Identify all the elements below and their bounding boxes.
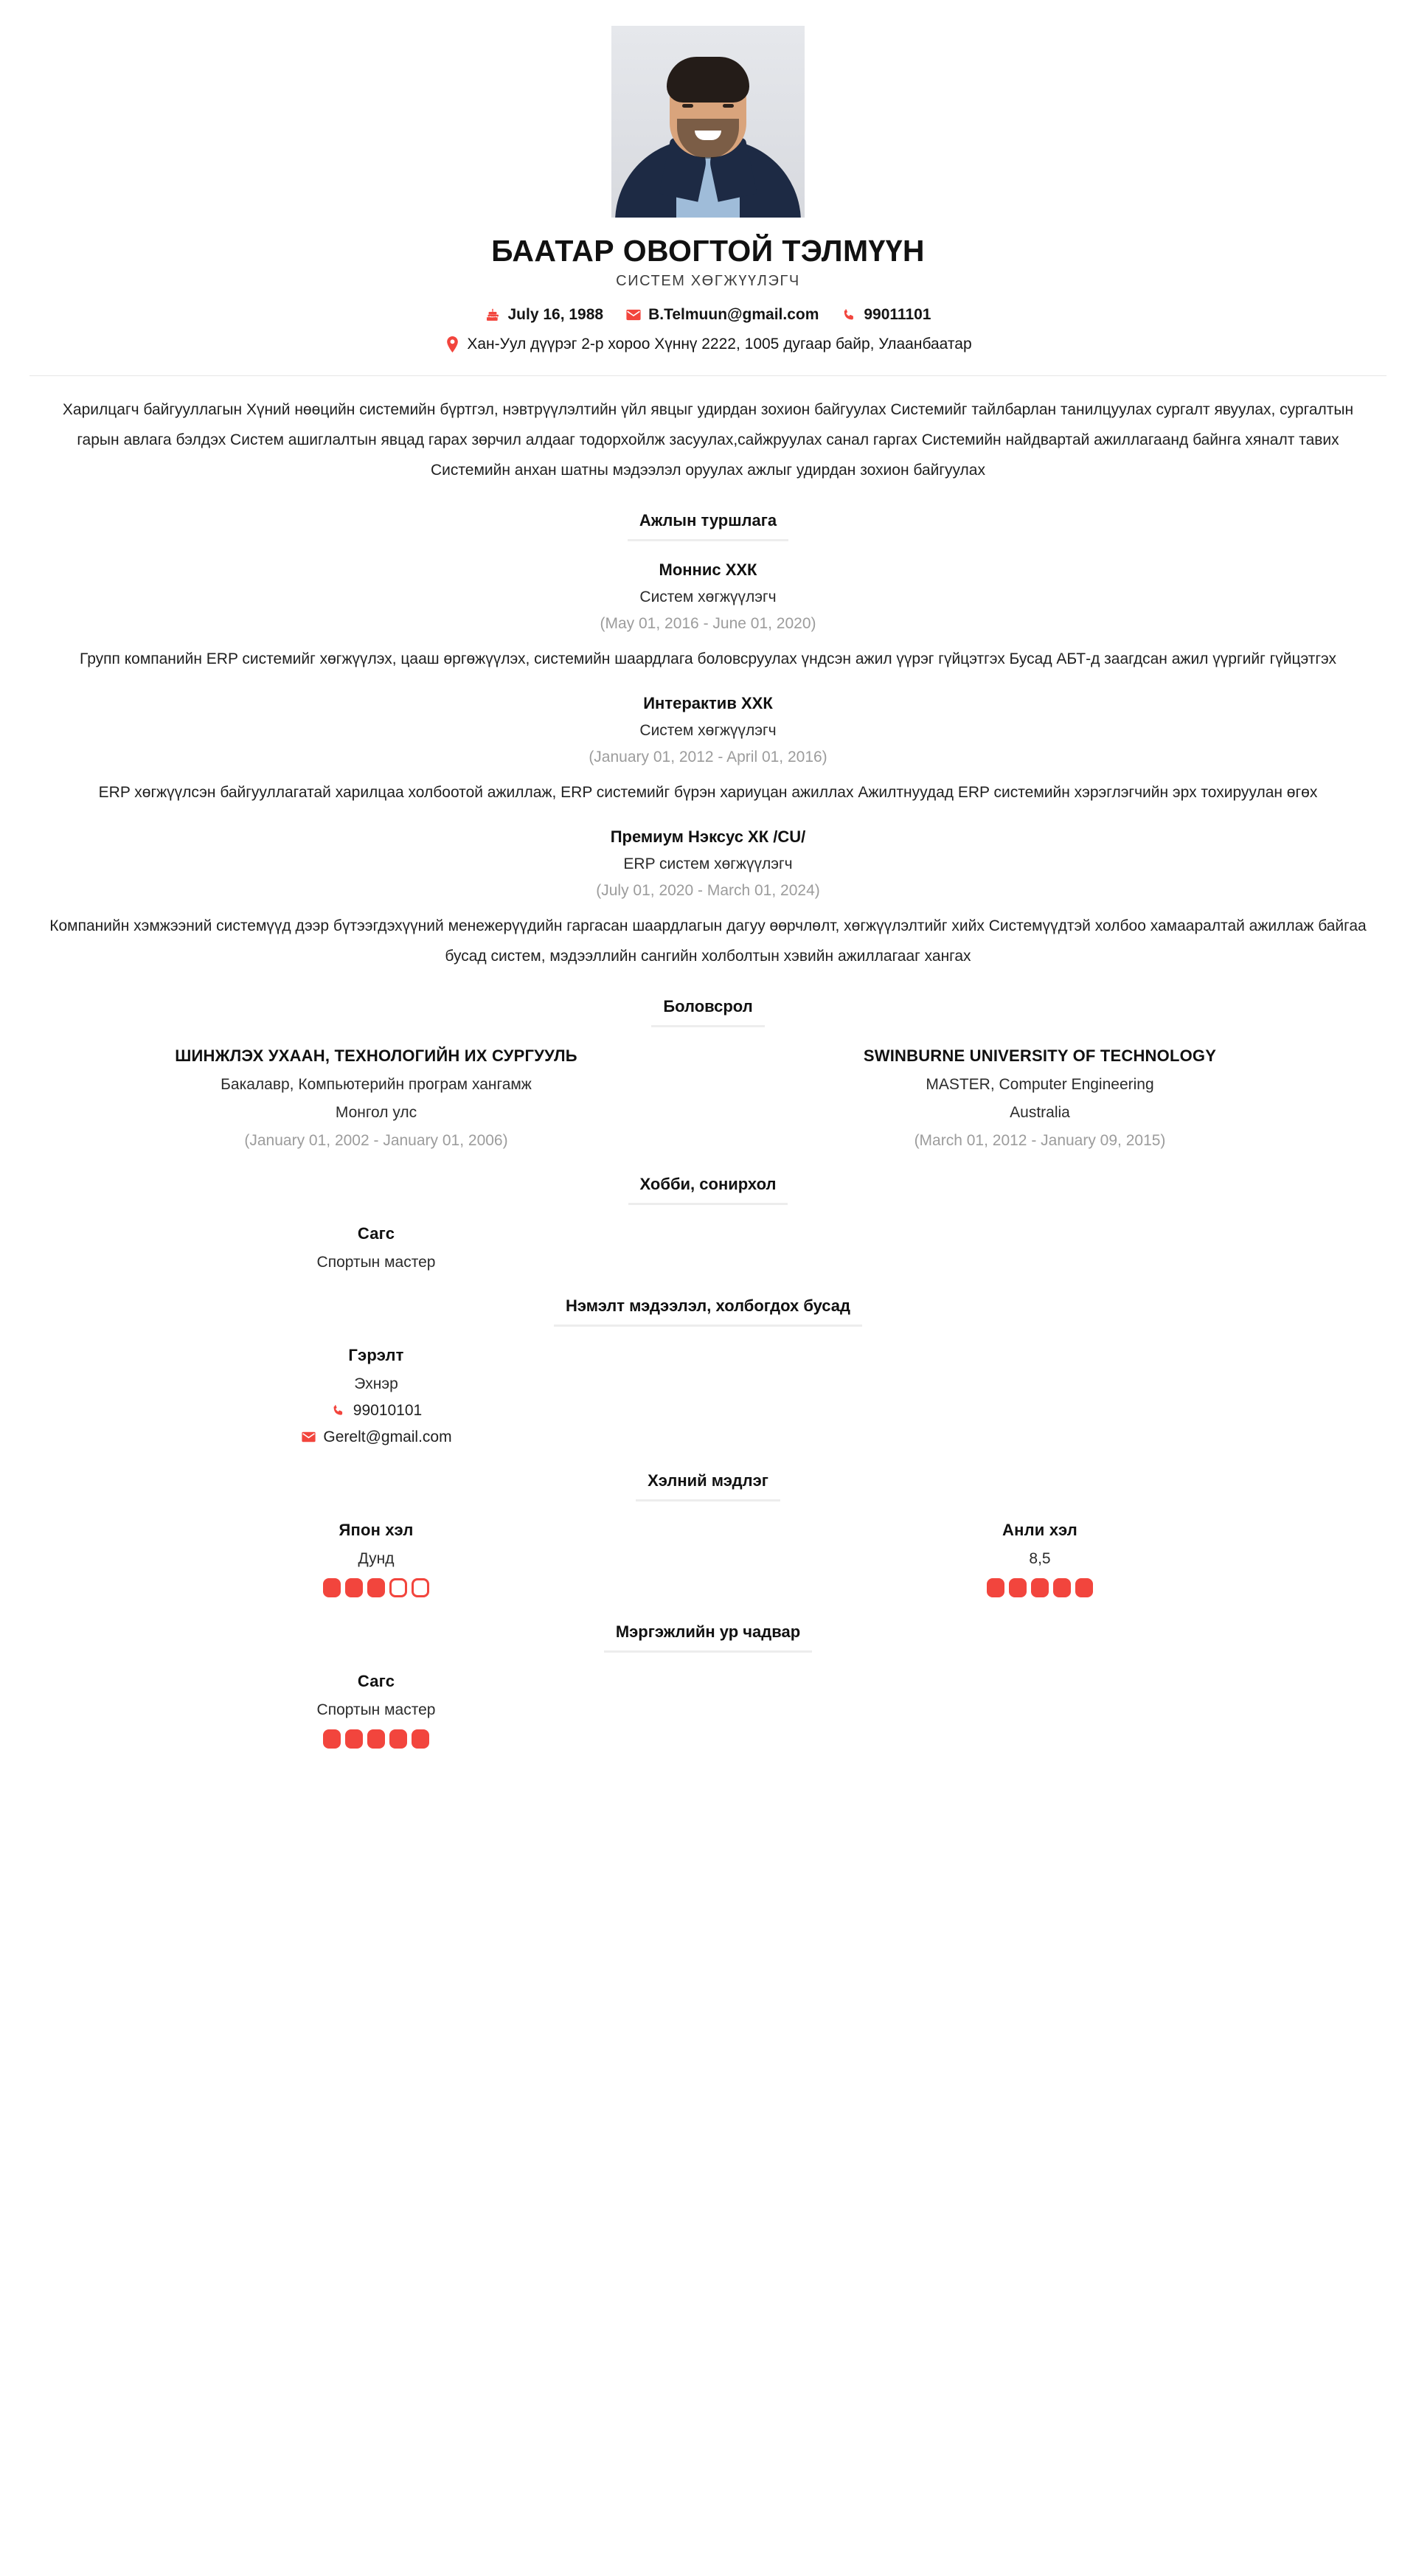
profile-photo	[611, 26, 805, 218]
section-languages	[0, 1471, 1416, 1597]
birthday-cake-icon	[485, 307, 501, 323]
experience-role: Систем хөгжүүлэгч	[639, 588, 777, 605]
section-skills	[0, 1622, 1416, 1749]
experience-description: ERP хөгжүүлсэн байгууллагатай харилцаа холбоотой ажиллаж, ERP системийг бүрэн хариуцан ажиллах Ажилтнуудад ERP системийн хэрэглэгчийн эрх тохируулан өгөх	[98, 783, 1318, 801]
skill-level: Спортын мастер	[316, 1701, 436, 1718]
section-title-education: Боловсрол	[651, 997, 764, 1027]
experience-description: Групп компанийн ERP системийг хөгжүүлэх, цааш өргөжүүлэх, системийн шаардлага боловсруулах үндсэн ажил үүрэг гүйцэтгэх Бусад АБТ-д заагдсан ажил үүргийг гүйцэтгэх	[80, 650, 1336, 667]
additional-name: Гэрэлт	[348, 1345, 404, 1364]
additional-grid	[44, 1346, 1372, 1446]
rating-dot	[323, 1578, 341, 1597]
hobby-level: Спортын мастер	[316, 1253, 436, 1271]
email-value: B.Telmuun@gmail.com	[648, 306, 819, 324]
education-country: Australia	[1010, 1103, 1070, 1121]
rating-dot	[1031, 1578, 1049, 1597]
hobbies-grid	[44, 1224, 1372, 1271]
language-entry	[44, 1521, 708, 1597]
rating-dot	[389, 1578, 407, 1597]
envelope-icon	[625, 307, 642, 323]
skill-entry	[44, 1672, 708, 1749]
rating-dot	[389, 1729, 407, 1749]
birthday-value: July 16, 1988	[507, 306, 604, 324]
skill-entry-empty	[708, 1672, 1372, 1749]
location-pin-icon	[444, 336, 460, 353]
address-value: Хан-Уул дүүрэг 2-р хороо Хүннү 2222, 1005 дугаар байр, Улаанбаатар	[467, 336, 972, 353]
rating-dot	[345, 1578, 363, 1597]
rating-dot	[323, 1729, 341, 1749]
address-row	[0, 336, 1416, 353]
phone-icon	[841, 307, 857, 323]
phone-icon	[330, 1403, 347, 1419]
additional-entry-empty	[708, 1346, 1372, 1446]
hobby-entry	[44, 1224, 708, 1271]
section-education	[0, 997, 1416, 1150]
rating-dot	[987, 1578, 1004, 1597]
experience-dates: (January 01, 2012 - April 01, 2016)	[589, 748, 827, 765]
education-dates: (January 01, 2002 - January 01, 2006)	[244, 1131, 508, 1149]
additional-phone-value: 99010101	[353, 1401, 423, 1419]
education-degree: MASTER, Computer Engineering	[926, 1075, 1154, 1093]
language-rating	[44, 1578, 708, 1597]
phone-value: 99011101	[864, 306, 931, 324]
section-header	[0, 1622, 1416, 1653]
experience-entry	[0, 827, 1416, 972]
portrait-image	[611, 26, 805, 218]
section-header	[0, 1296, 1416, 1327]
rating-dot	[1009, 1578, 1027, 1597]
section-additional	[0, 1296, 1416, 1446]
rating-dot	[412, 1729, 429, 1749]
section-header	[0, 997, 1416, 1027]
rating-dot	[412, 1578, 429, 1597]
education-country: Монгол улс	[335, 1103, 417, 1121]
language-entry	[708, 1521, 1372, 1597]
skill-name: Сагс	[357, 1671, 395, 1690]
experience-org: Премиум Нэксус ХК /CU/	[610, 827, 806, 846]
language-rating	[708, 1578, 1372, 1597]
rating-dot	[345, 1729, 363, 1749]
hobby-entry-empty	[708, 1224, 1372, 1271]
rating-dot	[367, 1729, 385, 1749]
section-title-languages: Хэлний мэдлэг	[636, 1471, 780, 1501]
education-degree: Бакалавр, Компьютерийн програм хангамж	[221, 1075, 532, 1093]
education-entry	[708, 1046, 1372, 1150]
education-grid	[44, 1046, 1372, 1150]
languages-grid	[44, 1521, 1372, 1597]
section-hobbies	[0, 1175, 1416, 1271]
header-divider	[30, 375, 1386, 376]
contact-email[interactable]	[625, 306, 819, 324]
additional-relation: Эхнэр	[354, 1375, 398, 1392]
additional-entry	[44, 1346, 708, 1446]
language-name: Анли хэл	[1002, 1520, 1077, 1539]
experience-org: Моннис ХХК	[659, 560, 757, 579]
experience-entry	[0, 694, 1416, 808]
page-title: БААТАР ОВОГТОЙ ТЭЛМҮҮН	[491, 234, 925, 268]
skills-grid	[44, 1672, 1372, 1749]
envelope-icon	[300, 1429, 316, 1445]
language-name: Япон хэл	[339, 1520, 414, 1539]
rating-dot	[1053, 1578, 1071, 1597]
section-title-hobbies: Хобби, сонирхол	[628, 1175, 788, 1205]
experience-dates: (May 01, 2016 - June 01, 2020)	[600, 614, 816, 632]
experience-role: Систем хөгжүүлэгч	[639, 721, 777, 739]
section-header	[0, 1175, 1416, 1205]
section-header	[0, 1471, 1416, 1501]
contact-address	[444, 336, 971, 353]
education-dates: (March 01, 2012 - January 09, 2015)	[914, 1131, 1166, 1149]
education-school: SWINBURNE UNIVERSITY OF TECHNOLOGY	[863, 1046, 1217, 1065]
section-title-experience: Ажлын туршлага	[628, 511, 788, 541]
additional-email[interactable]	[44, 1428, 708, 1446]
contact-phone[interactable]	[841, 306, 931, 324]
section-title-additional: Нэмэлт мэдээлэл, холбогдох бусад	[554, 1296, 862, 1327]
skill-rating	[44, 1729, 708, 1749]
language-level: 8,5	[1029, 1549, 1051, 1567]
experience-org: Интерактив ХХК	[643, 693, 773, 712]
additional-phone[interactable]	[44, 1402, 708, 1420]
job-title: СИСТЕМ ХӨГЖҮҮЛЭГЧ	[616, 273, 800, 290]
contact-row	[0, 306, 1416, 324]
summary-text: Харилцагч байгууллагын Хүний нөөцийн системийн бүртгэл, нэвтрүүлэлтийн үйл явцыг удирдан зохион байгуулах Системийг тайлбарлан танилцуулах сургалт явуулах, сургалтын гарын авлага бэлдэх Систем ашиглалтын явцад гарах зөрчил алдааг тодорхойлж засуулах,сайжруулах санал гаргах Системийн найдвартай ажиллагаанд байнга хяналт тавих Системийн анхан шатны мэдээлэл оруулах ажлыг удирдан зохион байгуулах	[62, 401, 1354, 479]
section-title-skills: Мэргэжлийн ур чадвар	[604, 1622, 812, 1653]
hobby-name: Сагс	[357, 1223, 395, 1243]
rating-dot	[367, 1578, 385, 1597]
section-header	[0, 511, 1416, 541]
education-school: ШИНЖЛЭХ УХААН, ТЕХНОЛОГИЙН ИХ СУРГУУЛЬ	[175, 1046, 577, 1065]
contact-birthday	[485, 306, 603, 324]
education-entry	[44, 1046, 708, 1150]
additional-email-value: Gerelt@gmail.com	[323, 1428, 452, 1445]
rating-dot	[1075, 1578, 1093, 1597]
experience-role: ERP систем хөгжүүлэгч	[623, 855, 793, 872]
resume-header	[0, 0, 1416, 376]
experience-entry	[0, 560, 1416, 675]
experience-dates: (July 01, 2020 - March 01, 2024)	[596, 881, 820, 899]
experience-description: Компанийн хэмжээний системүүд дээр бүтээгдэхүүний менежерүүдийн гаргасан шаардлагын дагуу өөрчлөлт, хөгжүүлэлтийг хийх Системүүдтэй холбоо хамааралтай ажиллаж байгаа бусад систем, мэдээллийн сангийн холболтын хэвийн ажиллагааг хангах	[49, 917, 1367, 965]
language-level: Дунд	[358, 1549, 395, 1567]
section-experience	[0, 511, 1416, 972]
